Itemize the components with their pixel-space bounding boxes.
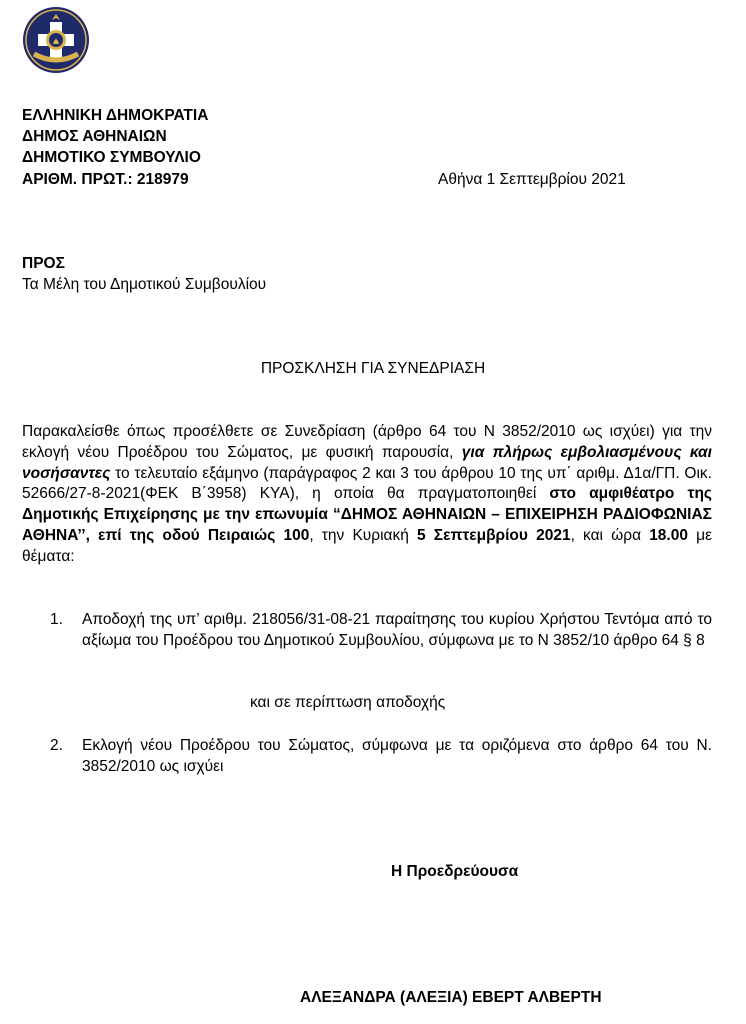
agenda-item-number: 1. xyxy=(50,611,63,628)
signature-name: ΑΛΕΞΑΝΔΡΑ (ΑΛΕΞΙΑ) ΕΒΕΡΤ ΑΛΒΕΡΤΗ xyxy=(300,989,602,1006)
municipality-logo xyxy=(22,6,90,74)
body-meeting-time: 18.00 xyxy=(649,526,688,544)
agenda-item xyxy=(50,610,712,652)
header-council: ΔΗΜΟΤΙΚΟ ΣΥΜΒΟΥΛΙΟ xyxy=(22,149,201,166)
body-meeting-date: 5 Σεπτεμβρίου 2021 xyxy=(417,526,571,544)
conjunction-text: και σε περίπτωση αποδοχής xyxy=(250,694,446,711)
protocol-number: ΑΡΙΘΜ. ΠΡΩΤ.: 218979 xyxy=(22,171,189,188)
signature-title: Η Προεδρεύουσα xyxy=(391,863,519,880)
document-date: Αθήνα 1 Σεπτεμβρίου 2021 xyxy=(438,171,626,188)
body-venue: στο αμφιθέατρο της Δημοτικής Επιχείρησης με την επωνυμία “ΔΗΜΟΣ ΑΘΗΝΑΙΩΝ – ΕΠΙΧΕΙΡΗΣΗ ΡΑΔΙΟΦΩΝΙΑΣ ΑΘΗΝΑ’’, επί της οδού Πειραιώς 100 xyxy=(22,485,712,544)
body-emphasis: για πλήρως εμβολιασμένους και νοσήσαντες xyxy=(22,443,712,482)
agenda-item-text: Εκλογή νέου Προέδρου του Σώματος, σύμφωνα με τα οριζόμενα στο άρθρο 64 του Ν. 3852/2010 ως ισχύει xyxy=(82,737,712,775)
body-text: Παρακαλείσθε όπως προσέλθετε σε Συνεδρίαση (άρθρο 64 του Ν 3852/2010 ως ισχύει) για την εκλογή νέου Προέδρου του Σώματος, με φυσική παρουσία, xyxy=(22,423,712,461)
body-text: , και ώρα xyxy=(570,526,650,544)
header-country: ΕΛΛΗΝΙΚΗ ΔΗΜΟΚΡΑΤΙΑ xyxy=(22,107,209,124)
body-text: με θέματα: xyxy=(22,526,712,565)
agenda-item-text: Αποδοχή της υπ’ αριθμ. 218056/31-08-21 παραίτησης του κυρίου Χρήστου Τεντόμα από το αξίωμα του Προέδρου του Δημοτικού Συμβουλίου, σύμφωνα με το Ν 3852/10 άρθρο 64 § 8 xyxy=(82,611,712,649)
recipient-value: Τα Μέλη του Δημοτικού Συμβουλίου xyxy=(22,276,267,293)
agenda-item-number: 2. xyxy=(50,737,63,754)
body-paragraph xyxy=(22,422,712,568)
body-text: , την Κυριακή xyxy=(309,526,418,544)
agenda-item xyxy=(50,736,712,778)
header-municipality: ΔΗΜΟΣ ΑΘΗΝΑΙΩΝ xyxy=(22,128,167,145)
body-text: το τελευταίο εξάμηνο (παράγραφος 2 και 3 του άρθρου 10 της υπ΄ αριθμ. Δ1α/ΓΠ. Οικ. 52666/27-8-2021(ΦΕΚ Β΄3958) ΚΥΑ), η οποία θα πραγματοποιηθεί xyxy=(22,464,712,503)
recipient-label: ΠΡΟΣ xyxy=(22,255,65,272)
document-title: ΠΡΟΣΚΛΗΣΗ ΓΙΑ ΣΥΝΕΔΡΙΑΣΗ xyxy=(260,360,486,377)
